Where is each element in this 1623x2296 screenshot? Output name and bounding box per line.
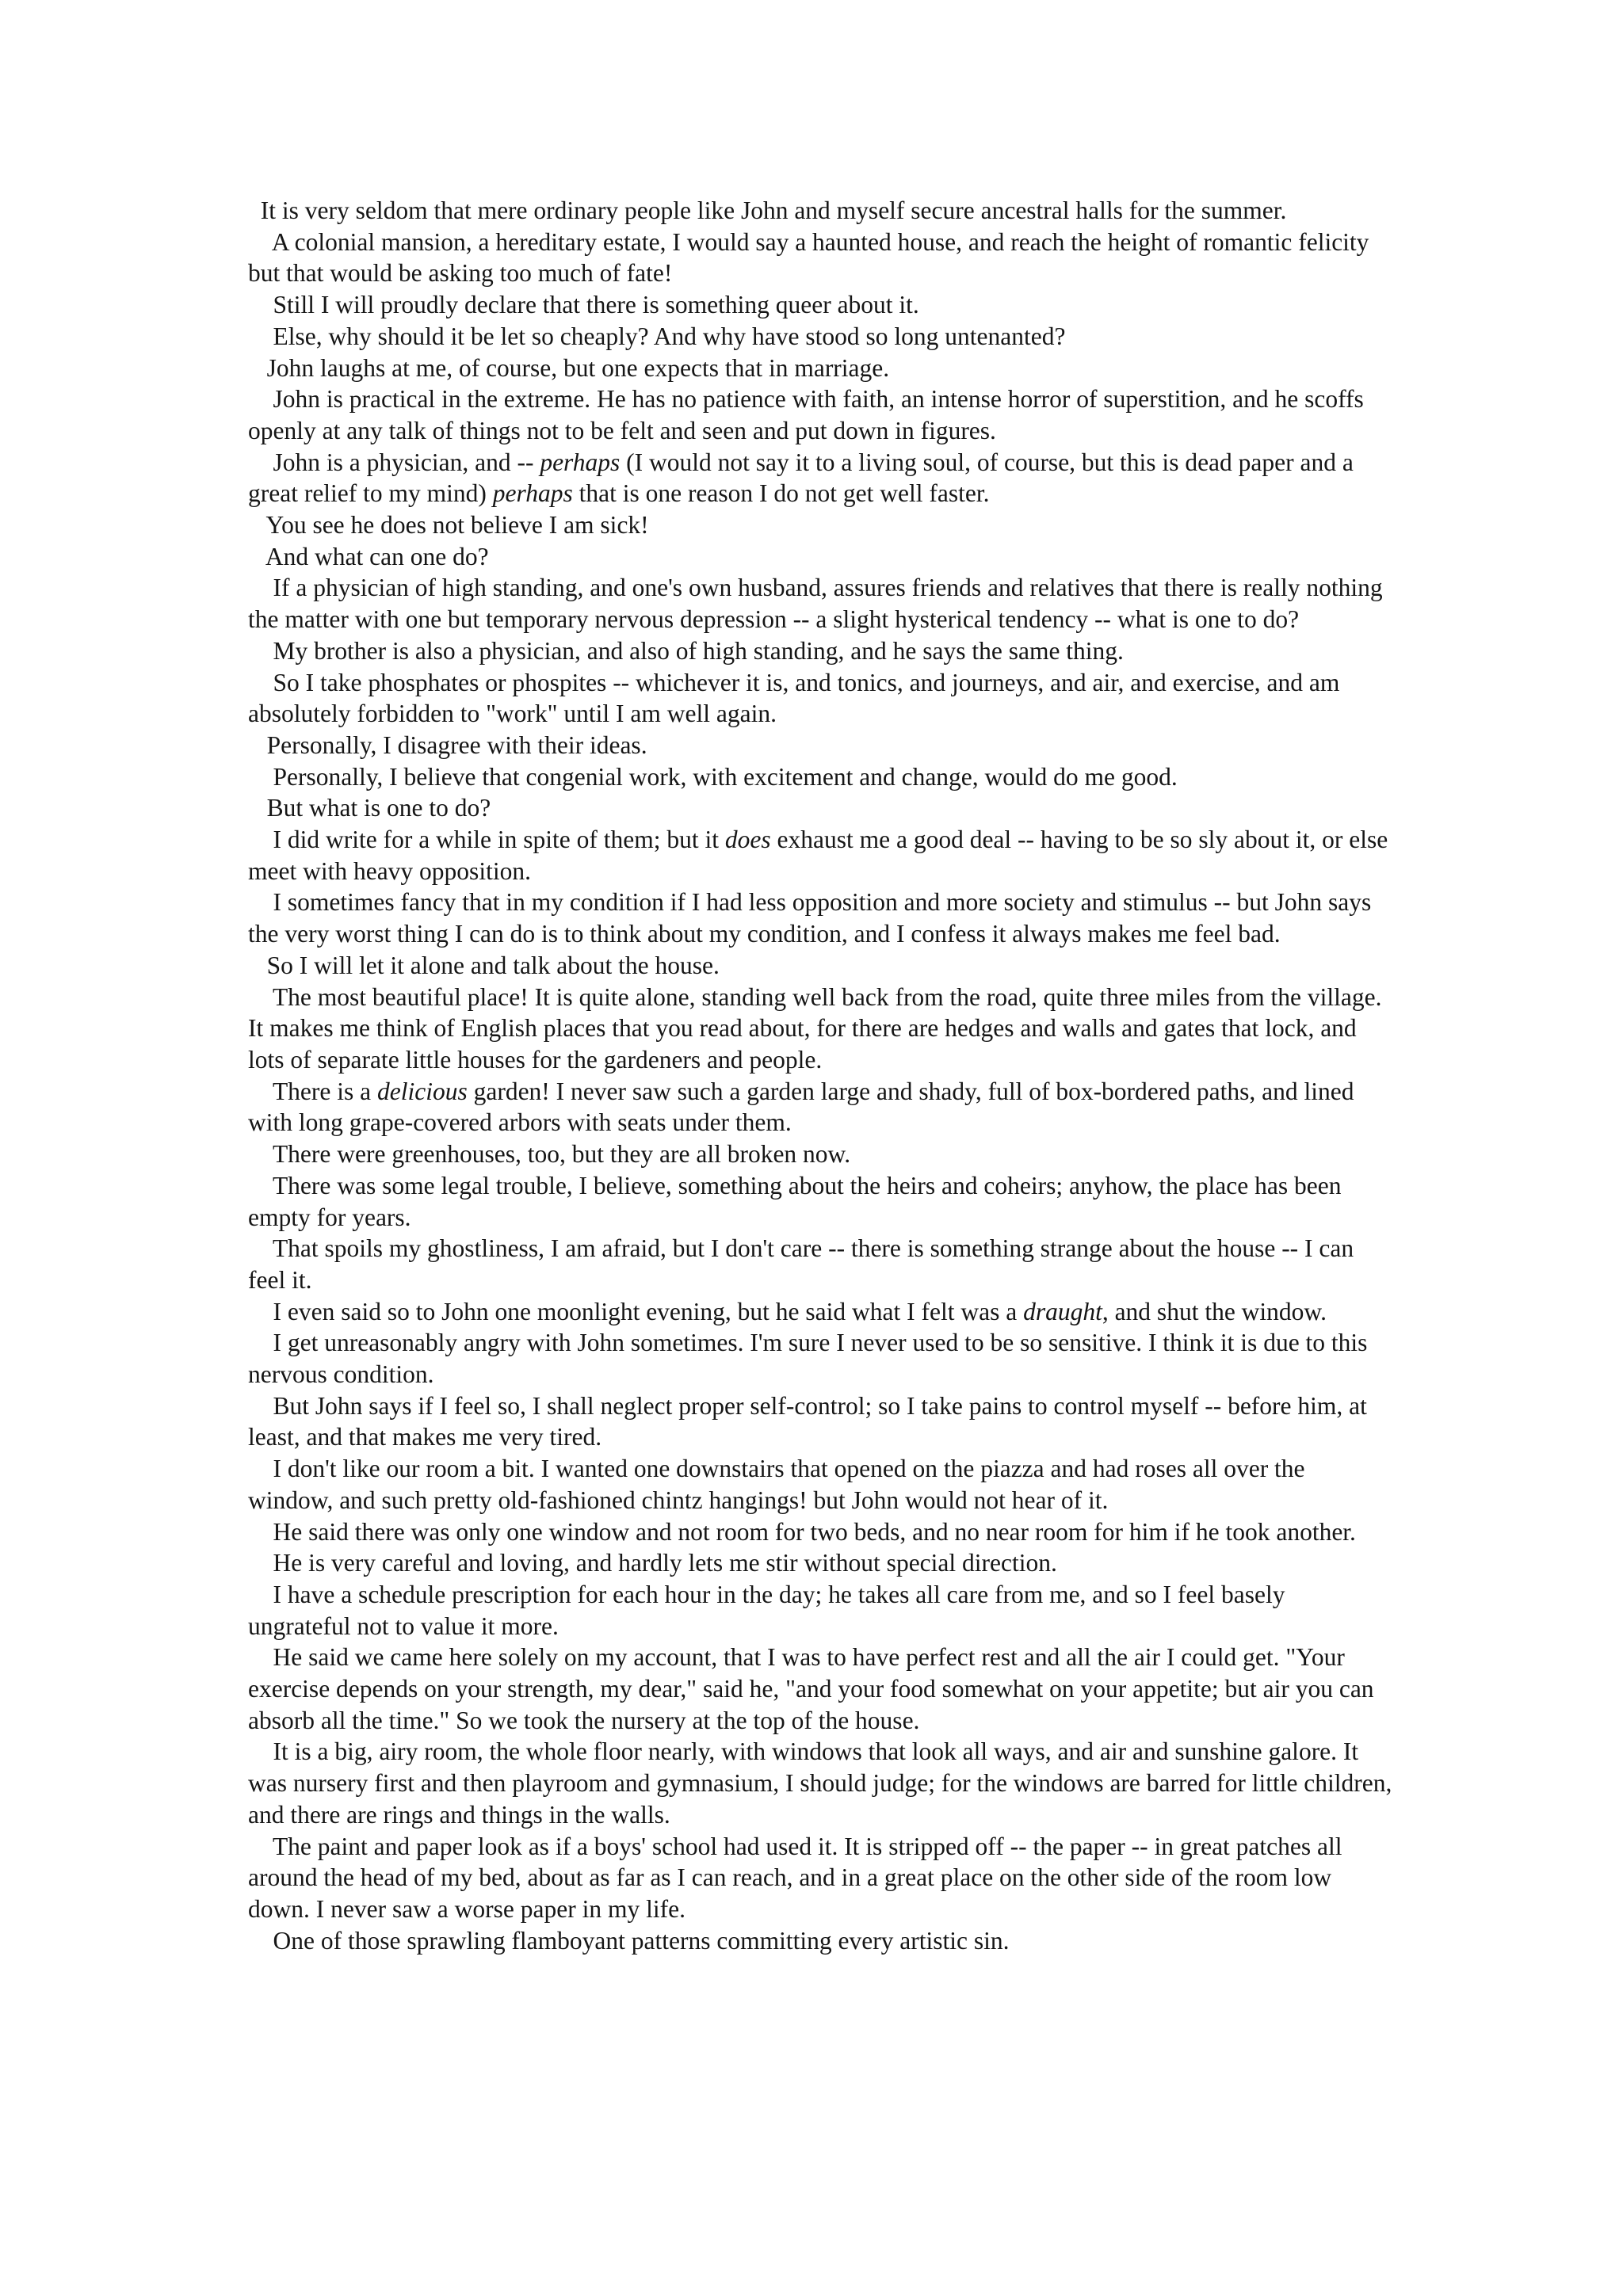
paragraph <box>248 1327 1393 1390</box>
text-run: He said there was only one window and not room for two beds, and no near room for him if he took another. <box>273 1517 1356 1546</box>
text-run: If a physician of high standing, and one's own husband, assures friends and relatives that there is really nothing the matter with one but temporary nervous depression -- a slight hysterical tendency -- what is one to do? <box>248 574 1383 634</box>
paragraph <box>248 1390 1393 1453</box>
italic-text: delicious <box>377 1077 468 1105</box>
paragraph-indent <box>248 1077 273 1105</box>
paragraph-indent <box>248 1518 273 1546</box>
paragraph-indent <box>248 511 265 539</box>
paragraph <box>248 1579 1393 1642</box>
paragraph <box>248 1296 1393 1328</box>
paragraph-indent <box>248 354 267 382</box>
text-run: I did write for a while in spite of them; but it <box>273 826 725 854</box>
paragraph-indent <box>248 322 273 350</box>
paragraph <box>248 824 1393 887</box>
text-run: So I take phosphates or phospites -- whichever it is, and tonics, and journeys, and air, and exercise, and am absolutely forbidden to "work" until I am well again. <box>248 668 1340 728</box>
paragraph-indent <box>248 826 273 853</box>
text-run: It is a big, airy room, the whole floor nearly, with windows that look all ways, and air and sunshine galore. It was nursery first and then playroom and gymnasium, I should judge; for the windows are barred for little children, and there are rings and things in the walls. <box>248 1737 1392 1829</box>
paragraph <box>248 1736 1393 1830</box>
paragraph-indent <box>248 1737 273 1765</box>
text-run: John is practical in the extreme. He has no patience with faith, an intense horror of superstition, and he scoffs openly at any talk of things not to be felt and seen and put down in figures. <box>248 385 1364 444</box>
paragraph <box>248 667 1393 730</box>
text-run: There is a <box>272 1077 377 1105</box>
text-run: , and shut the window. <box>1102 1297 1327 1325</box>
italic-text: does <box>724 826 771 854</box>
paragraph-indent <box>248 1643 273 1671</box>
paragraph <box>248 383 1393 446</box>
paragraph-indent <box>248 983 273 1011</box>
paragraph <box>248 1170 1393 1233</box>
text-run: Still I will proudly declare that there is something queer about it. <box>273 291 919 319</box>
text-run: He said we came here solely on my account, that I was to have perfect rest and all the air I could get. "Your exercise depends on your strength, my dear," said he, "and your food somewhat on your appetite; but air you can absorb all the time." So we took the nursery at the top of the house. <box>248 1643 1374 1734</box>
text-run: I get unreasonably angry with John sometimes. I'm sure I never used to be so sensitive. I think it is due to this nervous condition. <box>248 1329 1368 1389</box>
text-run: So I will let it alone and talk about the house. <box>266 951 720 979</box>
paragraph-indent <box>248 448 273 476</box>
text-run: I even said so to John one moonlight evening, but he said what I felt was a <box>273 1297 1024 1325</box>
paragraph-indent <box>248 196 261 224</box>
text-run: exhaust me a good deal -- having to be so sly about it, or else meet with heavy opposition. <box>248 826 1388 885</box>
text-run: (I would not say it to a living soul, of course, but this is dead paper and a great relief to my mind) <box>248 448 1354 508</box>
paragraph <box>248 887 1393 949</box>
paragraph <box>248 792 1393 824</box>
paragraph <box>248 982 1393 1076</box>
text-run: He is very careful and loving, and hardly lets me stir without special direction. <box>273 1549 1057 1577</box>
paragraph-indent <box>248 637 273 665</box>
paragraph <box>248 635 1393 667</box>
italic-text: perhaps <box>540 448 621 476</box>
text-run: The most beautiful place! It is quite alone, standing well back from the road, quite three miles from the village. It makes me think of English places that you read about, for there are hedges and walls and gates that lock, and lots of separate little houses for the gardeners and people. <box>248 982 1382 1074</box>
paragraph-indent <box>248 888 273 916</box>
text-run: But what is one to do? <box>266 794 491 822</box>
paragraph-indent <box>248 1298 273 1325</box>
paragraph-indent <box>248 1549 273 1577</box>
text-run: Personally, I believe that congenial work, with excitement and change, would do me good. <box>273 762 1178 791</box>
italic-text: draught <box>1023 1297 1102 1325</box>
paragraph-indent <box>248 1172 273 1199</box>
paragraph-indent <box>248 763 273 791</box>
text-run: You see he does not believe I am sick! <box>265 511 649 540</box>
paragraph <box>248 1138 1393 1170</box>
paragraph <box>248 1831 1393 1925</box>
text-run: A colonial mansion, a hereditary estate, I would say a haunted house, and reach the height of romantic felicity but that would be asking too much of fate! <box>248 227 1369 288</box>
text-run: That spoils my ghostliness, I am afraid, but I don't care -- there is something strange about the house -- I can feel it. <box>248 1234 1354 1294</box>
text-run: garden! I never saw such a garden large and shady, full of box-bordered paths, and lined with long grape-covered arbors with seats under them. <box>248 1077 1354 1137</box>
paragraph-indent <box>248 574 273 601</box>
paragraph <box>248 1547 1393 1579</box>
text-run: I have a schedule prescription for each hour in the day; he takes all care from me, and so I feel basely ungrateful not to value it more. <box>248 1580 1285 1640</box>
paragraph-indent <box>248 1833 273 1860</box>
paragraph <box>248 227 1393 289</box>
paragraph <box>248 1453 1393 1516</box>
paragraph <box>248 353 1393 384</box>
body-text <box>248 195 1393 1956</box>
paragraph-indent <box>248 1392 273 1420</box>
text-run: There were greenhouses, too, but they are all broken now. <box>272 1140 851 1169</box>
paragraph <box>248 1233 1393 1295</box>
paragraph <box>248 572 1393 635</box>
paragraph <box>248 195 1393 227</box>
text-run: It is very seldom that mere ordinary people like John and myself secure ancestral halls for the summer. <box>260 196 1287 224</box>
paragraph <box>248 1076 1393 1138</box>
paragraph-indent <box>248 952 267 979</box>
paragraph-indent <box>248 794 267 822</box>
paragraph-indent <box>248 1581 273 1608</box>
paragraph-indent <box>248 731 267 759</box>
text-run: The paint and paper look as if a boys' school had used it. It is stripped off -- the paper -- in great patches all around the head of my bed, about as far as I can reach, and in a great place on the other side of the room low down. I never saw a worse paper in my life. <box>248 1832 1342 1923</box>
text-run: There was some legal trouble, I believe, something about the heirs and coheirs; anyhow, the place has been empty for years. <box>248 1171 1342 1231</box>
paragraph <box>248 730 1393 761</box>
text-run: One of those sprawling flamboyant patterns committing every artistic sin. <box>273 1926 1010 1955</box>
text-run: And what can one do? <box>265 542 489 570</box>
paragraph <box>248 761 1393 793</box>
paragraph-indent <box>248 669 273 696</box>
text-run: My brother is also a physician, and also of high standing, and he says the same thing. <box>273 636 1124 665</box>
paragraph-indent <box>248 291 273 318</box>
paragraph <box>248 541 1393 573</box>
text-run: But John says if I feel so, I shall neglect proper self-control; so I take pains to control myself -- before him, at least, and that makes me very tired. <box>248 1391 1367 1451</box>
text-run: that is one reason I do not get well faster. <box>572 479 990 508</box>
paragraph <box>248 1925 1393 1957</box>
text-run: John laughs at me, of course, but one expects that in marriage. <box>266 353 890 382</box>
paragraph-indent <box>248 543 265 570</box>
paragraph <box>248 289 1393 321</box>
paragraph-indent <box>248 1329 273 1356</box>
paragraph <box>248 509 1393 541</box>
paragraph <box>248 321 1393 353</box>
paragraph-indent <box>248 1927 273 1955</box>
paragraph <box>248 1642 1393 1736</box>
paragraph <box>248 447 1393 509</box>
paragraph-indent <box>248 385 273 413</box>
paragraph-indent <box>248 1234 273 1262</box>
text-run: Personally, I disagree with their ideas. <box>266 730 647 759</box>
text-run: I sometimes fancy that in my condition if I had less opposition and more society and stimulus -- but John says the very worst thing I can do is to think about my condition, and I confess it always makes me feel bad. <box>248 888 1372 948</box>
paragraph <box>248 1516 1393 1548</box>
text-run: John is a physician, and -- <box>273 448 540 476</box>
paragraph <box>248 950 1393 982</box>
paragraph-indent <box>248 1140 273 1168</box>
paragraph-indent <box>248 1455 273 1482</box>
text-run: Else, why should it be let so cheaply? And why have stood so long untenanted? <box>273 322 1066 350</box>
italic-text: perhaps <box>492 479 573 508</box>
paragraph-indent <box>248 228 272 256</box>
text-run: I don't like our room a bit. I wanted one downstairs that opened on the piazza and had roses all over the window, and such pretty old-fashioned chintz hangings! but John would not hear of it. <box>248 1455 1305 1514</box>
